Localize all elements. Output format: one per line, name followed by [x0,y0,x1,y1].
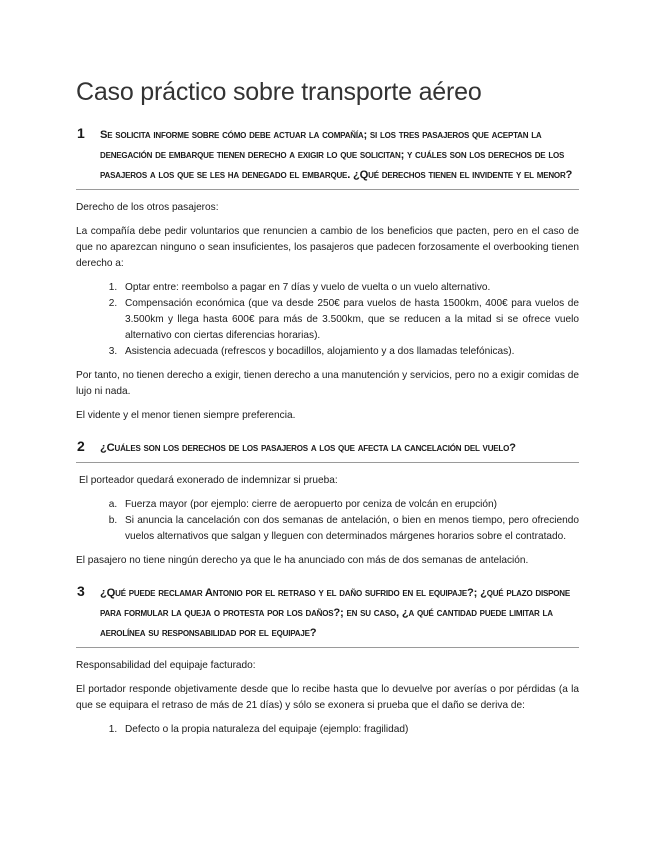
list-item: b. Si anuncia la cancelación con dos semanas de antelación, o bien en menos tiempo, pero ofreciendo vuelos alternativos que salgan y lleguen con determinados márgenes horarios sobre el contratado. [120,513,579,545]
numbered-list [76,722,579,738]
paragraph: El porteador quedará exonerado de indemnizar si prueba: [79,475,338,486]
section-2 [76,438,579,569]
section-question: Se solicita informe sobre cómo debe actuar la compañía; si los tres pasajeros que aceptan la denegación de embarque tienen derecho a exigir lo que solicitan; y cuáles son los derechos de los pasajeros a los que se les ha denegado el embarque. ¿Qué derechos tienen el invidente y el menor? [100,129,573,181]
paragraph: El vidente y el menor tienen siempre preferencia. [76,410,296,421]
list-item: 1. Optar entre: reembolso a pagar en 7 días y vuelo de vuelta o un vuelo alternativo. [120,280,579,296]
section-1 [76,125,579,424]
list-item: 2. Compensación económica (que va desde 250€ para vuelos de hasta 1500km, 400€ para vuelos de 3.500km y llega hasta 600€ para más de 3.500km, que se reducen a la mitad si se ofrece vuelo alternativo con ciertas diferencias horarias). [120,296,579,344]
section-number: 2 [77,438,85,454]
section-question: ¿Cuáles son los derechos de los pasajeros a los que afecta la cancelación del vuelo? [100,442,516,454]
list-item: 1. Defecto o la propia naturaleza del equipaje (ejemplo: fragilidad) [120,722,579,738]
paragraph: La compañía debe pedir voluntarios que renuncien a cambio de los beneficios que pacten, pero en el caso de que no aparezcan ninguno o sean insuficientes, los pasajeros que padecen forzosamente el overbooking tienen derecho a: [76,226,579,269]
section-number: 1 [77,125,85,141]
paragraph: Por tanto, no tienen derecho a exigir, tienen derecho a una manutención y servicios, pero no a exigir comidas de lujo ni nada. [76,370,579,397]
numbered-list [76,280,579,360]
list-item: a. Fuerza mayor (por ejemplo: cierre de aeropuerto por ceniza de volcán en erupción) [120,497,579,513]
paragraph: Responsabilidad del equipaje facturado: [76,660,256,671]
document-title: Caso práctico sobre transporte aéreo [76,78,482,106]
section-heading [76,583,579,648]
paragraph: El pasajero no tiene ningún derecho ya que le ha anunciado con más de dos semanas de antelación. [76,555,529,566]
list-item: 3. Asistencia adecuada (refrescos y bocadillos, alojamiento y a dos llamadas telefónicas). [120,344,579,360]
paragraph: Derecho de los otros pasajeros: [76,202,219,213]
section-heading [76,438,579,463]
lettered-list [76,497,579,545]
section-3 [76,583,579,738]
section-question: ¿Qué puede reclamar Antonio por el retraso y el daño sufrido en el equipaje?; ¿qué plazo dispone para formular la queja o protesta por los daños?; en su caso, ¿a qué cantidad puede limitar la aerolínea su responsabilidad por el equipaje? [100,587,570,639]
paragraph: El portador responde objetivamente desde que lo recibe hasta que lo devuelve por averías o por pérdidas (a la que se equipara el retraso de más de 21 días) y sólo se exonera si prueba que el daño se deriva de: [76,684,579,711]
section-heading [76,125,579,190]
section-number: 3 [77,583,85,599]
